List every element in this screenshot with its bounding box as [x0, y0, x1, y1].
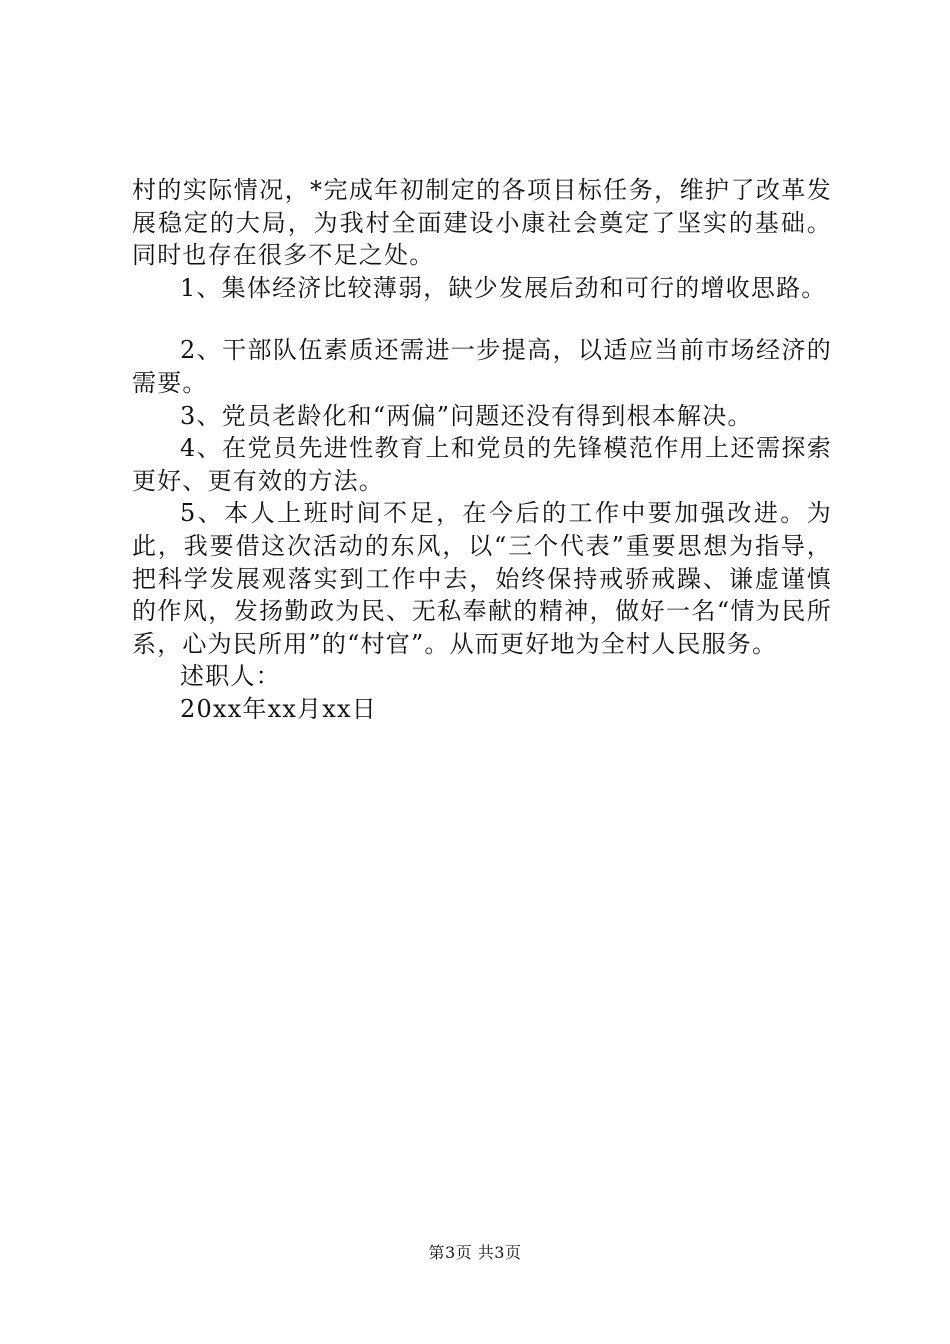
signature-label: 述职人：: [180, 662, 281, 691]
paragraph-continuation: 村的实际情况，*完成年初制定的各项目标任务，维护了改革发展稳定的大局，为我村全面建设小康社会奠定了坚实的基础。同时也存在很多不足之处。: [132, 176, 832, 270]
paragraph-item-2: 2、干部队伍素质还需进一步提高，以适应当前市场经济的需要。: [132, 336, 832, 397]
paragraph-item-3: 3、党员老龄化和“两偏”问题还没有得到根本解决。: [180, 401, 753, 430]
signature-date: 20xx年xx月xx日: [180, 694, 377, 723]
paragraph-item-4: 4、在党员先进性教育上和党员的先锋模范作用上还需探索更好、更有效的方法。: [132, 434, 832, 495]
document-body: [132, 174, 832, 726]
paragraph-item-5: 5、本人上班时间不足，在今后的工作中要加强改进。为此，我要借这次活动的东风，以“三个代表”重要思想为指导，把科学发展观落实到工作中去，始终保持戒骄戒躁、谦虚谨慎的作风，发扬勤政为民、无私奉献的精神，做好一名“情为民所系，心为民所用”的“村官”。从而更好地为全村人民服务。: [132, 499, 832, 658]
page-footer: 第3页 共3页: [428, 1243, 522, 1262]
paragraph-item-1: 1、集体经济比较薄弱，缺少发展后劲和可行的增收思路。: [180, 273, 827, 302]
